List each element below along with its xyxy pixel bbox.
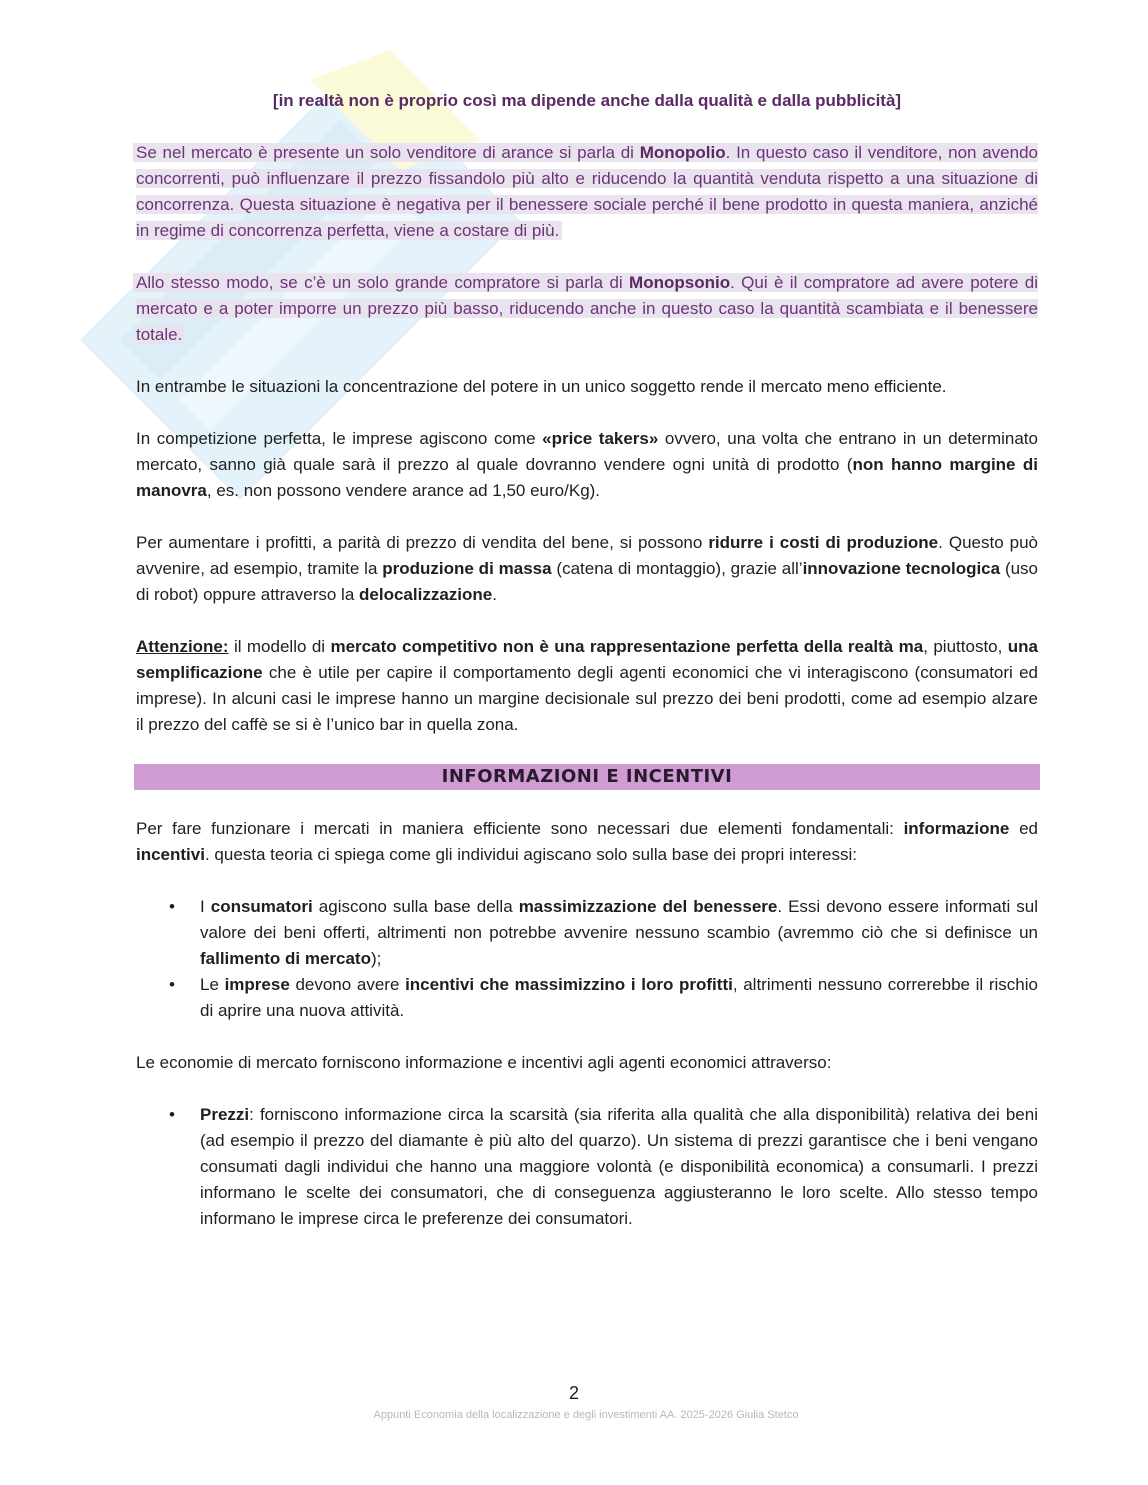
list-item: • I consumatori agiscono sulla base della massimizzazione del benessere. Essi devono essere informati sul valore dei beni offerti, altrimenti non potrebbe avvenire nessuno scambio (avremmo ciò che si definisce un fallimento di mercato); (200, 894, 1038, 972)
bullet-icon: • (169, 975, 175, 994)
section-heading: INFORMAZIONI E INCENTIVI (134, 764, 1040, 790)
paragraph-funzionare: Per fare funzionare i mercati in maniera efficiente sono necessari due elementi fondamentali: informazione ed incentivi. questa teoria ci spiega come gli individui agiscano solo sulla base dei propri interessi: (136, 819, 1038, 864)
paragraph-monopsonio: Allo stesso modo, se c’è un solo grande compratore si parla di Monopsonio. Qui è il compratore ad avere potere di mercato e a poter imporre un prezzo più basso, riducendo anche in questo caso la quantità scambiata e il benessere totale. (136, 270, 1038, 348)
paragraph-competizione: In competizione perfetta, le imprese agiscono come «price takers» ovvero, una volta che entrano in un determinato mercato, sanno già quale sarà il prezzo al quale dovranno vendere ogni unità di prodotto (non hanno margine di manovra, es. non possono vendere arance ad 1,50 euro/Kg). (136, 429, 1039, 500)
bullet-icon: • (169, 897, 175, 916)
paragraph-profitti: Per aumentare i profitti, a parità di prezzo di vendita del bene, si possono ridurre i costi di produzione. Questo può avvenire, ad esempio, tramite la produzione di massa (catena di montaggio), grazie all’innovazione tecnologica (uso di robot) oppure attraverso la delocalizzazione. (136, 533, 1039, 604)
footer-text: Appunti Economia della localizzazione e degli investimenti AA. 2025-2026 Giulia Stetco (373, 1409, 799, 1421)
list-item: • Prezzi: forniscono informazione circa la scarsità (sia riferita alla qualità che alla disponibilità) relativa dei beni (ad esempio il prezzo del diamante è più alto del quarzo). Un sistema di prezzi garantisce che i beni vengano consumati dagli individui che hanno una maggiore volontà (e disponibilità economica) a consumarli. I prezzi informano le scelte dei consumatori, che di conseguenza aggiusteranno le loro scelte. Allo stesso tempo informano le imprese circa le preferenze dei consumatori. (200, 1102, 1038, 1232)
page-number: 2 (568, 1383, 579, 1403)
bullet-list-strumenti (136, 1102, 1038, 1232)
paragraph-economie: Le economie di mercato forniscono informazione e incentivi agli agenti economici attraverso: (136, 1053, 832, 1072)
note-line: [in realtà non è proprio così ma dipende anche dalla qualità e dalla pubblicità] (272, 91, 902, 110)
paragraph-monopolio: Se nel mercato è presente un solo venditore di arance si parla di Monopolio. In questo caso il venditore, non avendo concorrenti, può influenzare il prezzo fissandolo più alto e riducendo la quantità venduta rispetto a una situazione di concorrenza. Questa situazione è negativa per il benessere sociale perché il bene prodotto in questa maniera, anziché in regime di concorrenza perfetta, viene a costare di più. (136, 140, 1038, 244)
bullet-list-agenti (136, 894, 1038, 1024)
attenzione-label: Attenzione: (136, 637, 229, 656)
list-item: • Le imprese devono avere incentivi che massimizzino i loro profitti, altrimenti nessuno correrebbe il rischio di aprire una nuova attività. (200, 972, 1038, 1024)
bullet-icon: • (169, 1105, 175, 1124)
paragraph-entrambe: In entrambe le situazioni la concentrazione del potere in un unico soggetto rende il mercato meno efficiente. (136, 377, 947, 396)
document-body (136, 88, 1038, 1258)
paragraph-attenzione: Attenzione: il modello di mercato competitivo non è una rappresentazione perfetta della realtà ma, piuttosto, una semplificazione che è utile per capire il comportamento degli agenti economici che vi interagiscono (consumatori ed imprese). In alcuni casi le imprese hanno un margine decisionale sul prezzo dei beni prodotti, come ad esempio alzare il prezzo del caffè se si è l’unico bar in quella zona. (136, 637, 1038, 734)
